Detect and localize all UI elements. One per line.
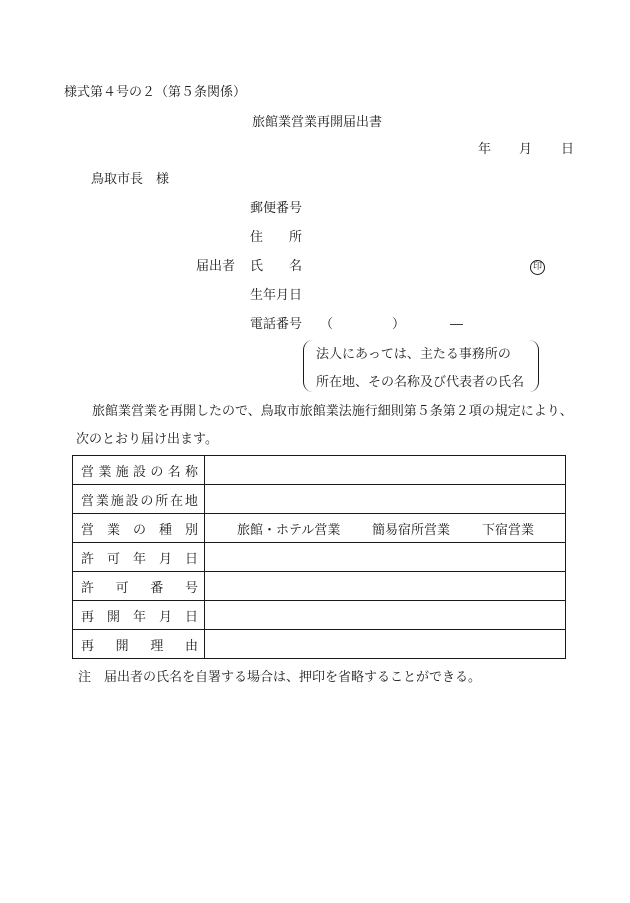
document-title: 旅館業営業再開届出書 [252, 115, 383, 130]
business-type-option-boarding-house[interactable]: 下宿営業 [482, 522, 535, 538]
row-label-char: 年 [132, 609, 146, 625]
row-label-char: 業 [95, 493, 109, 509]
business-type-option-ryokan-hotel[interactable]: 旅館・ホテル営業 [237, 522, 341, 538]
row-label [81, 577, 198, 596]
postal-code-label: 郵便番号 [250, 201, 303, 216]
row-label [81, 606, 198, 625]
row-label-char: 再 [81, 609, 95, 625]
facility-name-field[interactable] [205, 456, 566, 485]
row-label-char: 開 [106, 609, 120, 625]
row-label-char: 営 [81, 522, 95, 538]
row-label-char: 営 [81, 493, 95, 509]
row-label-char: 開 [115, 638, 129, 654]
row-label-char: 施 [115, 464, 129, 480]
report-table [72, 455, 566, 659]
row-label [81, 461, 198, 480]
table-row [73, 456, 566, 485]
row-label-char: の [150, 464, 164, 480]
row-label-char: 号 [184, 580, 198, 596]
applicant-group-label: 届出者 [196, 259, 236, 274]
row-label-char: 年 [132, 551, 146, 567]
row-label-char: 可 [115, 580, 129, 596]
permit-number-field[interactable] [205, 572, 566, 601]
row-label-char: 番 [150, 580, 164, 596]
business-type-field [205, 514, 566, 543]
row-label-char: 設 [132, 464, 146, 480]
table-row [73, 572, 566, 601]
form-number: 様式第４号の２（第５条関係） [64, 85, 247, 100]
row-label-char: 地 [184, 493, 198, 509]
row-label-char: 許 [81, 580, 95, 596]
phone-dash: ― [450, 317, 463, 332]
table-row [73, 630, 566, 659]
row-label-char: 理 [150, 638, 164, 654]
corporate-note-line2: 所在地、その名称及び代表者の氏名 [316, 375, 525, 390]
birthdate-label: 生年月日 [250, 288, 303, 303]
address-label: 住 所 [250, 230, 303, 245]
date-day-label: 日 [561, 142, 575, 157]
row-label-char: 種 [158, 522, 172, 538]
seal-mark: 印 [530, 260, 545, 275]
business-type-option-simple-lodging[interactable]: 簡易宿所営業 [372, 522, 451, 538]
row-label-char: 再 [81, 638, 95, 654]
table-row [73, 514, 566, 543]
reopen-date-field[interactable] [205, 601, 566, 630]
row-label-char: 月 [158, 551, 172, 567]
reopen-reason-field[interactable] [205, 630, 566, 659]
row-label-char: 許 [81, 551, 95, 567]
row-label-char: 所 [155, 493, 169, 509]
row-label-char: 由 [184, 638, 198, 654]
row-label-char: 設 [125, 493, 139, 509]
table-row [73, 543, 566, 572]
row-label-char: 日 [184, 609, 198, 625]
row-label-char: 別 [184, 522, 198, 538]
phone-paren-close: ） [392, 317, 406, 332]
phone-paren-open: （ [320, 317, 334, 332]
facility-address-field[interactable] [205, 485, 566, 514]
table-row [73, 485, 566, 514]
row-label-char: 施 [110, 493, 124, 509]
table-row [73, 601, 566, 630]
name-label: 氏 名 [250, 259, 303, 274]
row-label-char: 称 [184, 464, 198, 480]
body-text-line1: 旅館業営業を再開したので、鳥取市旅館業法施行細則第５条第２項の規定により、 [92, 404, 573, 419]
row-label-char: 名 [167, 464, 181, 480]
row-label-char: 業 [106, 522, 120, 538]
body-text-line2: 次のとおり届け出ます。 [76, 432, 218, 447]
row-label-char: 月 [158, 609, 172, 625]
row-label-char: 日 [184, 551, 198, 567]
row-label [81, 635, 198, 654]
addressee: 鳥取市長 様 [91, 172, 170, 187]
date-year-label: 年 [478, 142, 492, 157]
row-label-char: 在 [170, 493, 184, 509]
row-label [81, 490, 198, 509]
row-label [81, 548, 198, 567]
footnote: 注 届出者の氏名を自署する場合は、押印を省略することができる。 [78, 670, 482, 685]
row-label [81, 519, 198, 538]
row-label-char: の [140, 493, 154, 509]
permit-date-field[interactable] [205, 543, 566, 572]
phone-label: 電話番号 [250, 317, 303, 332]
row-label-char: 営 [81, 464, 95, 480]
row-label-char: の [132, 522, 146, 538]
row-label-char: 業 [98, 464, 112, 480]
row-label-char: 可 [106, 551, 120, 567]
corporate-note-line1: 法人にあっては、主たる事務所の [316, 347, 511, 362]
date-month-label: 月 [519, 142, 533, 157]
